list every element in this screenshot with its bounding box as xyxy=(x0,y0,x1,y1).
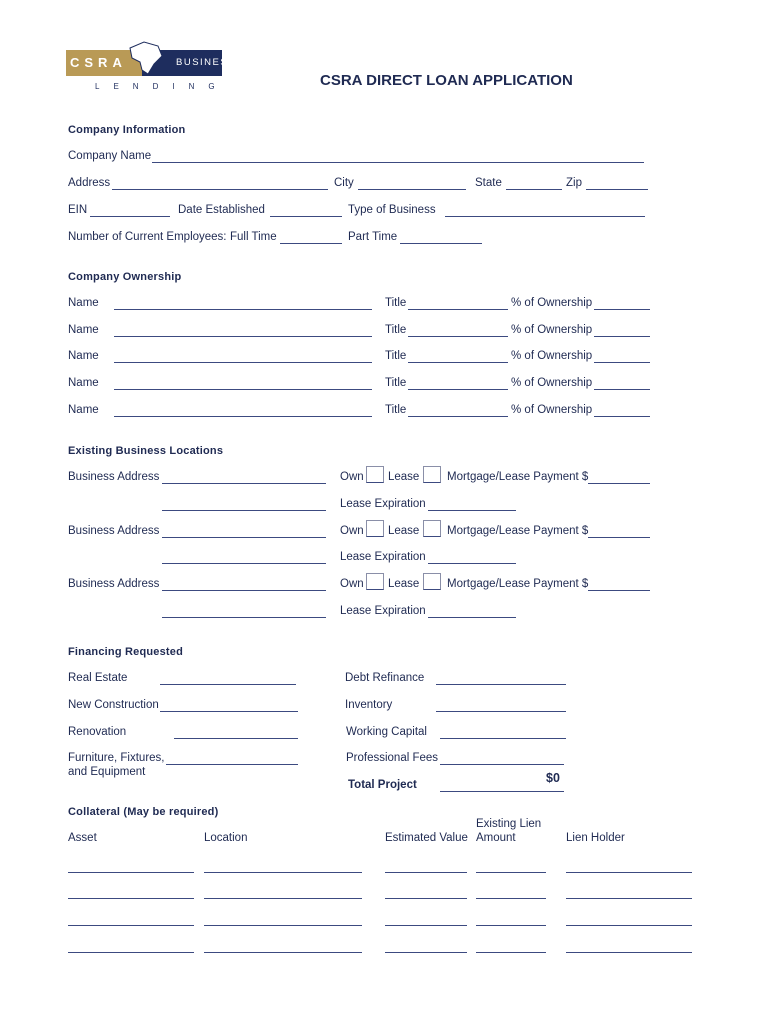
lien-amount-field[interactable] xyxy=(476,898,546,899)
total-project-field[interactable] xyxy=(440,791,564,792)
total-project-label: Total Project xyxy=(348,779,417,791)
col-lien-header-line2: Amount xyxy=(476,832,516,844)
payment-field[interactable] xyxy=(588,537,650,538)
owner-pct-field[interactable] xyxy=(594,416,650,417)
business-address-label: Business Address xyxy=(68,525,160,537)
estimated-value-field[interactable] xyxy=(385,872,467,873)
location-field[interactable] xyxy=(204,872,362,873)
date-established-field[interactable] xyxy=(270,216,342,217)
state-outline-icon xyxy=(128,40,164,80)
owner-pct-field[interactable] xyxy=(594,362,650,363)
page-title: CSRA DIRECT LOAN APPLICATION xyxy=(320,72,573,89)
lease-expiration-field[interactable] xyxy=(428,617,516,618)
asset-field[interactable] xyxy=(68,925,194,926)
asset-field[interactable] xyxy=(68,898,194,899)
state-field[interactable] xyxy=(506,189,562,190)
furniture-label: Furniture, Fixtures, xyxy=(68,752,165,764)
owner-title-field[interactable] xyxy=(408,362,508,363)
owner-name-label: Name xyxy=(68,404,99,416)
lease-checkbox[interactable] xyxy=(423,466,441,483)
owner-title-field[interactable] xyxy=(408,309,508,310)
location-field[interactable] xyxy=(204,952,362,953)
owner-pct-label: % of Ownership xyxy=(511,297,593,309)
col-holder-header: Lien Holder xyxy=(566,832,625,844)
lien-amount-field[interactable] xyxy=(476,952,546,953)
debt-refinance-field[interactable] xyxy=(436,684,566,685)
ein-label: EIN xyxy=(68,204,88,216)
lien-holder-field[interactable] xyxy=(566,898,692,899)
business-address-field[interactable] xyxy=(162,590,326,591)
business-address-line2-field[interactable] xyxy=(162,617,326,618)
total-project-value: $0 xyxy=(546,771,560,785)
owner-title-field[interactable] xyxy=(408,389,508,390)
owner-title-label: Title xyxy=(385,297,407,309)
owner-name-field[interactable] xyxy=(114,389,372,390)
working-capital-field[interactable] xyxy=(440,738,566,739)
owner-name-field[interactable] xyxy=(114,336,372,337)
payment-label: Mortgage/Lease Payment $ xyxy=(447,471,589,483)
owner-title-label: Title xyxy=(385,377,407,389)
lien-amount-field[interactable] xyxy=(476,872,546,873)
company-name-field[interactable] xyxy=(152,162,644,163)
location-field[interactable] xyxy=(204,898,362,899)
logo-lending-text: LENDING xyxy=(95,82,229,91)
owner-pct-field[interactable] xyxy=(594,336,650,337)
renovation-field[interactable] xyxy=(174,738,298,739)
zip-field[interactable] xyxy=(586,189,648,190)
lien-amount-field[interactable] xyxy=(476,925,546,926)
city-label: City xyxy=(334,177,354,189)
owner-pct-label: % of Ownership xyxy=(511,324,593,336)
lease-label: Lease xyxy=(388,471,420,483)
type-of-business-field[interactable] xyxy=(445,216,645,217)
professional-fees-label: Professional Fees xyxy=(346,752,439,764)
lease-label: Lease xyxy=(388,578,420,590)
new-construction-label: New Construction xyxy=(68,699,159,711)
asset-field[interactable] xyxy=(68,952,194,953)
business-address-line2-field[interactable] xyxy=(162,563,326,564)
owner-name-label: Name xyxy=(68,324,99,336)
business-address-line2-field[interactable] xyxy=(162,510,326,511)
renovation-label: Renovation xyxy=(68,726,127,738)
lien-holder-field[interactable] xyxy=(566,872,692,873)
company-info-heading: Company Information xyxy=(68,124,186,136)
owner-name-field[interactable] xyxy=(114,309,372,310)
working-capital-label: Working Capital xyxy=(346,726,427,738)
inventory-field[interactable] xyxy=(436,711,566,712)
date-established-label: Date Established xyxy=(178,204,265,216)
own-checkbox[interactable] xyxy=(366,466,384,483)
own-checkbox[interactable] xyxy=(366,573,384,590)
address-field[interactable] xyxy=(112,189,328,190)
owner-title-field[interactable] xyxy=(408,416,508,417)
address-label: Address xyxy=(68,177,111,189)
owner-title-label: Title xyxy=(385,404,407,416)
own-checkbox[interactable] xyxy=(366,520,384,537)
business-address-label: Business Address xyxy=(68,578,160,590)
lease-checkbox[interactable] xyxy=(423,520,441,537)
owner-pct-label: % of Ownership xyxy=(511,404,593,416)
lease-expiration-field[interactable] xyxy=(428,563,516,564)
estimated-value-field[interactable] xyxy=(385,952,467,953)
lease-expiration-label: Lease Expiration xyxy=(340,498,426,510)
real-estate-field[interactable] xyxy=(160,684,296,685)
owner-pct-label: % of Ownership xyxy=(511,377,593,389)
lease-expiration-field[interactable] xyxy=(428,510,516,511)
professional-fees-field[interactable] xyxy=(440,764,564,765)
full-time-label: Full Time xyxy=(230,231,277,243)
payment-field[interactable] xyxy=(588,483,650,484)
owner-title-field[interactable] xyxy=(408,336,508,337)
own-label: Own xyxy=(340,578,364,590)
part-time-label: Part Time xyxy=(348,231,398,243)
owner-name-label: Name xyxy=(68,297,99,309)
equipment-label: and Equipment xyxy=(68,766,146,778)
debt-refinance-label: Debt Refinance xyxy=(345,672,425,684)
inventory-label: Inventory xyxy=(345,699,393,711)
business-address-field[interactable] xyxy=(162,483,326,484)
owner-title-label: Title xyxy=(385,350,407,362)
owner-name-label: Name xyxy=(68,350,99,362)
furniture-field[interactable] xyxy=(166,764,298,765)
logo-csra-text: CSRA xyxy=(70,55,127,70)
full-time-field[interactable] xyxy=(280,243,342,244)
company-name-label: Company Name xyxy=(68,150,152,162)
owner-pct-field[interactable] xyxy=(594,309,650,310)
real-estate-label: Real Estate xyxy=(68,672,128,684)
owner-title-label: Title xyxy=(385,324,407,336)
new-construction-field[interactable] xyxy=(160,711,298,712)
col-asset-header: Asset xyxy=(68,832,97,844)
lien-holder-field[interactable] xyxy=(566,952,692,953)
lease-expiration-label: Lease Expiration xyxy=(340,605,426,617)
lease-checkbox[interactable] xyxy=(423,573,441,590)
logo-business-text: BUSINESS xyxy=(176,57,237,68)
estimated-value-field[interactable] xyxy=(385,898,467,899)
asset-field[interactable] xyxy=(68,872,194,873)
collateral-heading: Collateral (May be required) xyxy=(68,806,219,818)
lien-holder-field[interactable] xyxy=(566,925,692,926)
owner-name-field[interactable] xyxy=(114,416,372,417)
type-of-business-label: Type of Business xyxy=(348,204,436,216)
own-label: Own xyxy=(340,525,364,537)
estimated-value-field[interactable] xyxy=(385,925,467,926)
col-lien-header-line1: Existing Lien xyxy=(476,818,542,830)
locations-heading: Existing Business Locations xyxy=(68,445,224,457)
location-field[interactable] xyxy=(204,925,362,926)
payment-field[interactable] xyxy=(588,590,650,591)
lease-label: Lease xyxy=(388,525,420,537)
lease-expiration-label: Lease Expiration xyxy=(340,551,426,563)
col-value-header: Estimated Value xyxy=(385,832,468,844)
ownership-heading: Company Ownership xyxy=(68,271,182,283)
payment-label: Mortgage/Lease Payment $ xyxy=(447,525,589,537)
ein-field[interactable] xyxy=(90,216,170,217)
financing-heading: Financing Requested xyxy=(68,646,184,658)
state-label: State xyxy=(475,177,502,189)
employees-label: Number of Current Employees: xyxy=(68,231,227,243)
business-address-label: Business Address xyxy=(68,471,160,483)
business-address-field[interactable] xyxy=(162,537,326,538)
owner-pct-field[interactable] xyxy=(594,389,650,390)
owner-name-label: Name xyxy=(68,377,99,389)
own-label: Own xyxy=(340,471,364,483)
owner-pct-label: % of Ownership xyxy=(511,350,593,362)
city-field[interactable] xyxy=(358,189,466,190)
zip-label: Zip xyxy=(566,177,582,189)
col-location-header: Location xyxy=(204,832,248,844)
part-time-field[interactable] xyxy=(400,243,482,244)
payment-label: Mortgage/Lease Payment $ xyxy=(447,578,589,590)
owner-name-field[interactable] xyxy=(114,362,372,363)
